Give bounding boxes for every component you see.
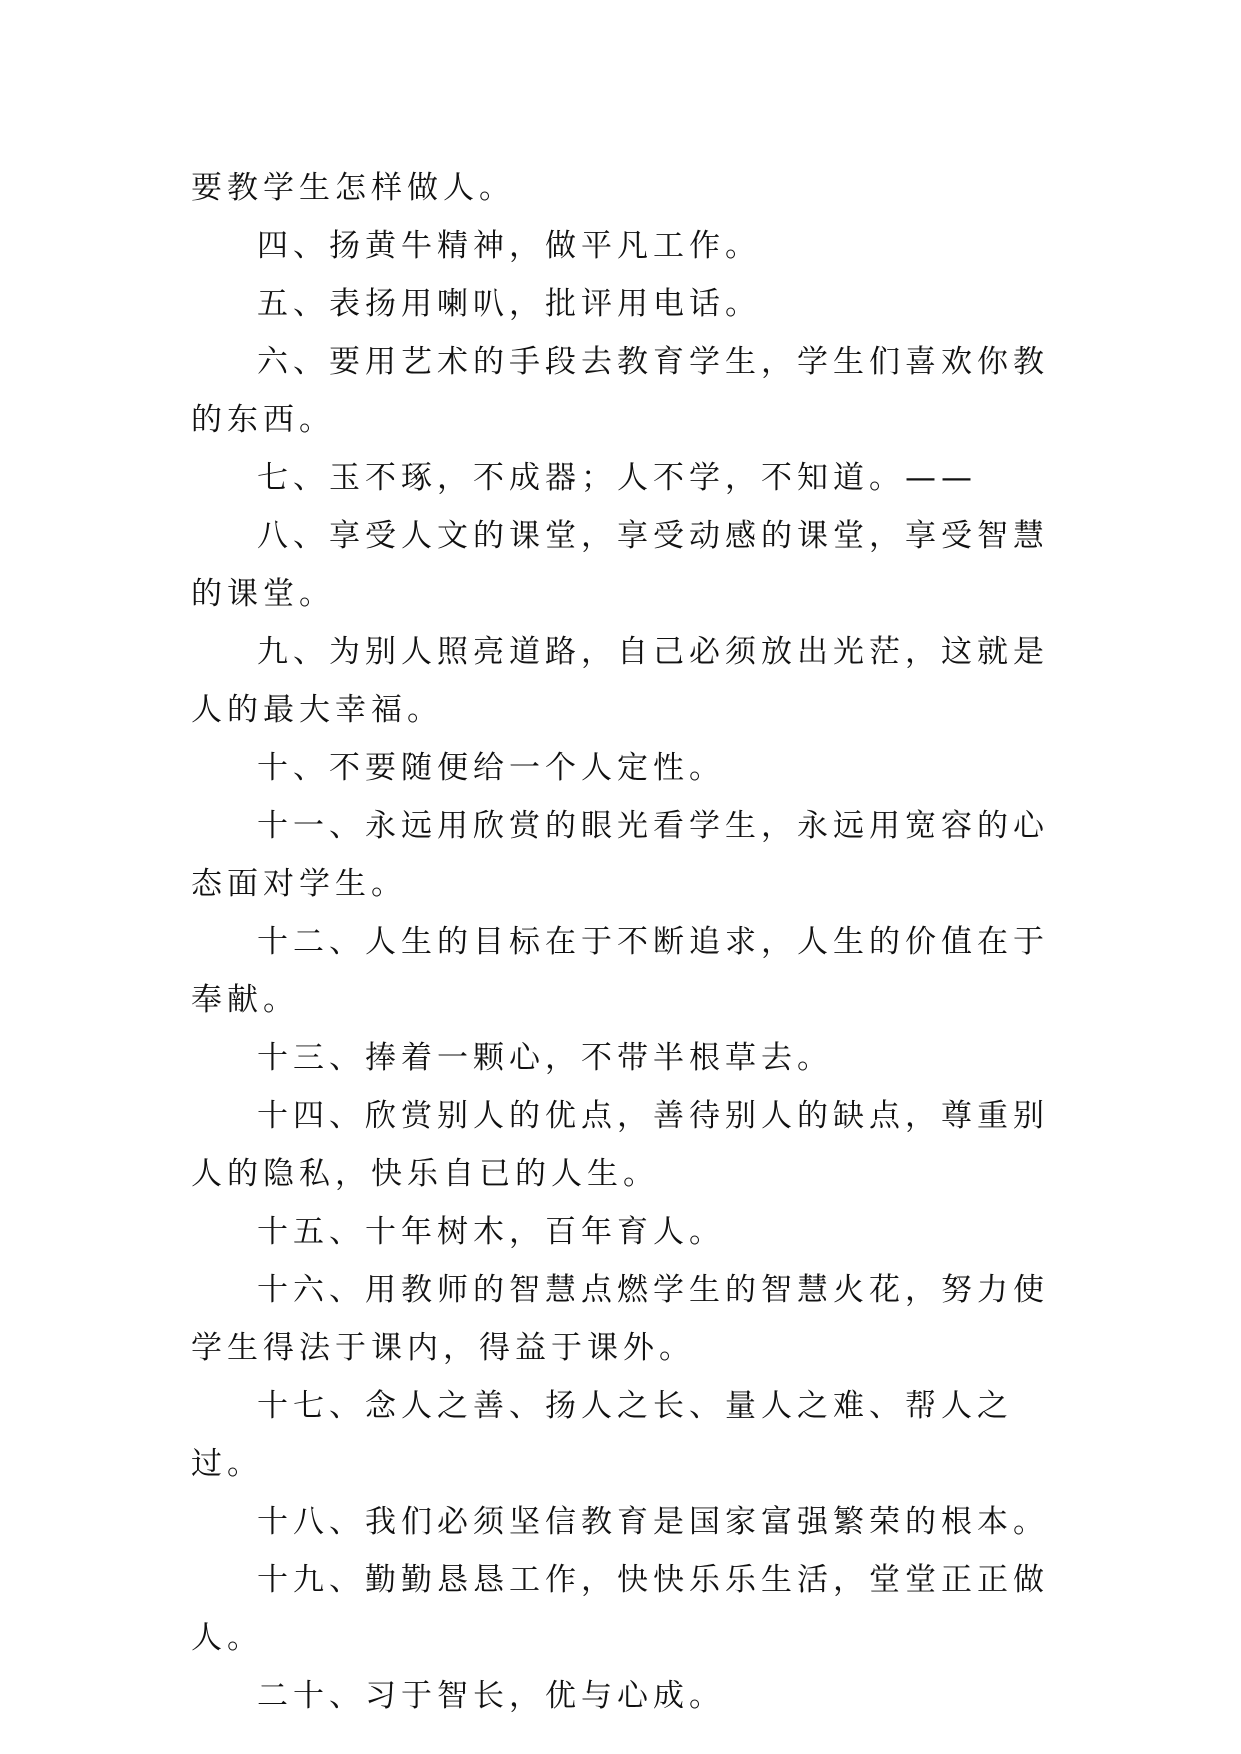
paragraph: 九、为别人照亮道路，自己必须放出光茫，这就是人的最大幸福。 <box>191 634 1049 728</box>
paragraph: 五、表扬用喇叭，批评用电话。 <box>257 286 761 322</box>
paragraph: 十二、人生的目标在于不断追求，人生的价值在于奉献。 <box>191 924 1049 1018</box>
paragraph: 十八、我们必须坚信教育是国家富强繁荣的根本。 <box>257 1504 1049 1540</box>
paragraph: 十六、用教师的智慧点燃学生的智慧火花，努力使学生得法于课内，得益于课外。 <box>191 1272 1049 1366</box>
paragraph: 十九、勤勤恳恳工作，快快乐乐生活，堂堂正正做人。 <box>191 1562 1049 1656</box>
paragraph: 十四、欣赏别人的优点，善待别人的缺点，尊重别人的隐私，快乐自已的人生。 <box>191 1098 1049 1192</box>
paragraph: 十三、捧着一颗心，不带半根草去。 <box>257 1040 833 1076</box>
paragraph: 十、不要随便给一个人定性。 <box>257 750 725 786</box>
paragraph: 八、享受人文的课堂，享受动感的课堂，享受智慧的课堂。 <box>191 518 1049 612</box>
paragraph: 六、要用艺术的手段去教育学生，学生们喜欢你教的东西。 <box>191 344 1049 438</box>
paragraph: 十七、念人之善、扬人之长、量人之难、帮人之过。 <box>191 1388 1013 1482</box>
paragraph: 二十、习于智长，优与心成。 <box>257 1678 725 1714</box>
paragraph: 十五、十年树木，百年育人。 <box>257 1214 725 1250</box>
paragraph: 要教学生怎样做人。 <box>191 170 515 206</box>
paragraph: 十一、永远用欣赏的眼光看学生，永远用宽容的心态面对学生。 <box>191 808 1049 902</box>
paragraph: 四、扬黄牛精神，做平凡工作。 <box>257 228 761 264</box>
paragraph: 七、玉不琢，不成器；人不学，不知道。—— <box>257 460 977 496</box>
document-body <box>191 159 1051 1725</box>
